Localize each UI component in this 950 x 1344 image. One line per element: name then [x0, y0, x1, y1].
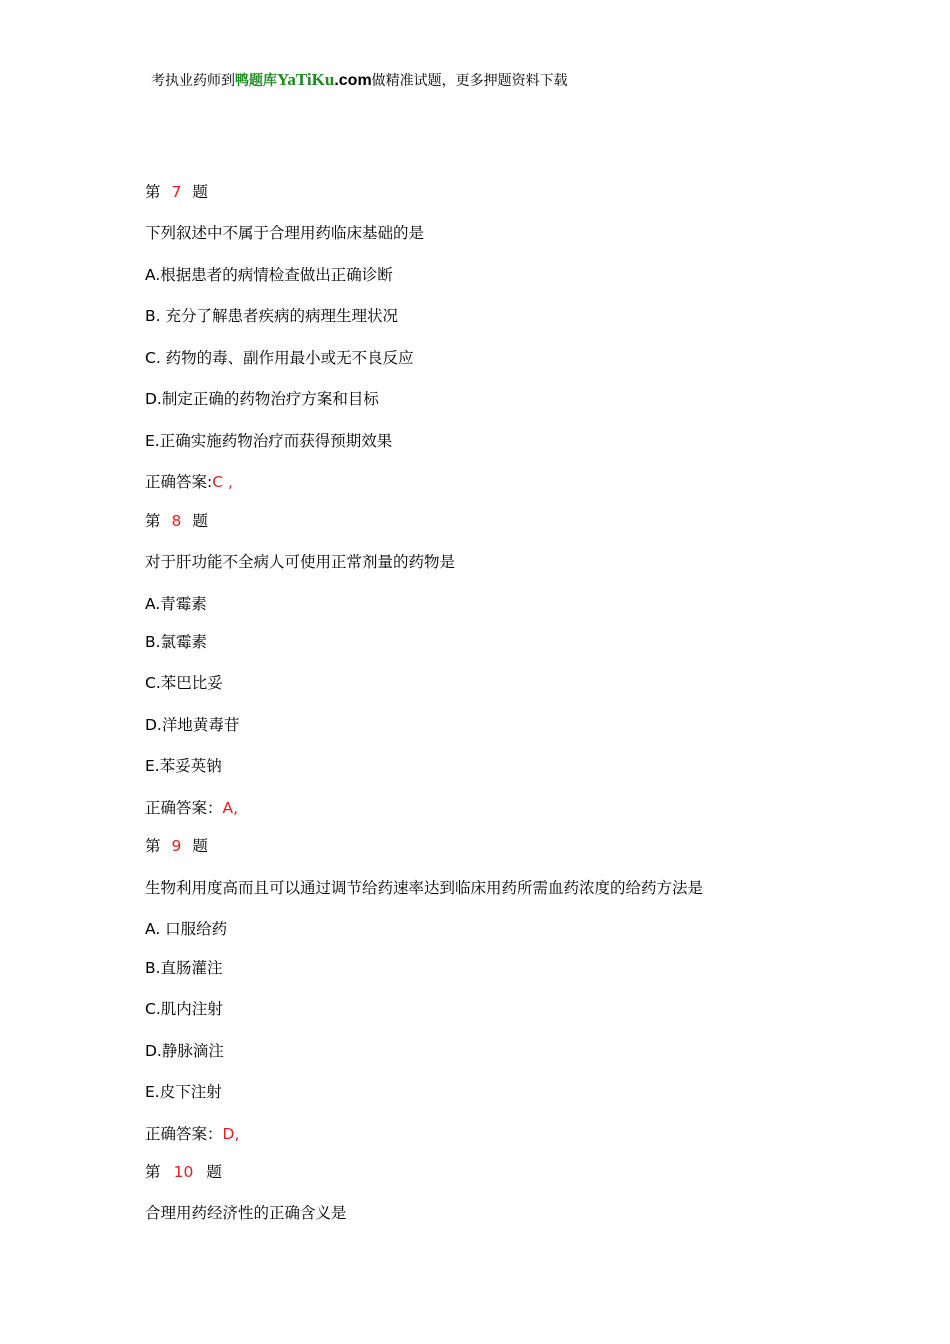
option-d: D.制定正确的药物治疗方案和目标: [145, 390, 379, 408]
brand-name-en[interactable]: YaTiKu: [277, 70, 335, 89]
option-e: E.正确实施药物治疗而获得预期效果: [145, 432, 393, 450]
option-d: D.静脉滴注: [145, 1042, 224, 1060]
question-text: 对于肝功能不全病人可使用正常剂量的药物是: [145, 553, 456, 571]
question-text: 生物利用度高而且可以通过调节给药速率达到临床用药所需血药浓度的给药方法是: [145, 879, 704, 897]
header-suffix: 做精准试题，更多押题资料下载: [371, 73, 568, 89]
question-label: [145, 509, 208, 531]
question-label: [145, 1160, 222, 1182]
question-label-suffix: 题: [206, 1163, 222, 1181]
question-number: 9: [171, 837, 182, 855]
answer-line: [145, 796, 238, 818]
answer-label: 正确答案：: [145, 799, 223, 817]
option-c: C. 药物的毒、副作用最小或无不良反应: [145, 349, 414, 367]
answer-value: C ,: [212, 473, 233, 491]
page-header: [151, 70, 568, 90]
answer-value: A,: [222, 799, 239, 817]
brand-domain[interactable]: .com: [334, 72, 372, 89]
answer-line: [145, 1122, 239, 1144]
option-a: A.根据患者的病情检查做出正确诊断: [145, 266, 393, 284]
option-a: A.青霉素: [145, 595, 207, 613]
option-c: C.肌内注射: [145, 1000, 223, 1018]
option-e: E.皮下注射: [145, 1083, 222, 1101]
question-label-prefix: 第: [145, 512, 161, 530]
question-text: 下列叙述中不属于合理用药临床基础的是: [145, 224, 425, 242]
answer-value: D,: [222, 1125, 240, 1143]
brand-name-cn[interactable]: 鸭题库: [235, 73, 277, 89]
option-b: B.氯霉素: [145, 633, 208, 651]
header-prefix: 考执业药师到: [151, 73, 235, 89]
question-text: 合理用药经济性的正确含义是: [145, 1204, 347, 1222]
question-label-prefix: 第: [145, 1163, 161, 1181]
option-d: D.洋地黄毒苷: [145, 716, 240, 734]
option-a: A. 口服给药: [145, 920, 228, 938]
question-label-prefix: 第: [145, 837, 161, 855]
question-number: 8: [171, 512, 182, 530]
option-b: B.直肠灌注: [145, 959, 223, 977]
question-number: 10: [173, 1163, 194, 1181]
option-c: C.苯巴比妥: [145, 674, 223, 692]
question-label-prefix: 第: [145, 183, 161, 201]
question-number: 7: [171, 183, 182, 201]
option-e: E.苯妥英钠: [145, 757, 222, 775]
question-label: [145, 834, 208, 856]
option-b: B. 充分了解患者疾病的病理生理状况: [145, 307, 398, 325]
question-label: [145, 180, 208, 202]
answer-label: 正确答案：: [145, 1125, 223, 1143]
answer-line: [145, 470, 233, 492]
question-label-suffix: 题: [192, 837, 208, 855]
question-label-suffix: 题: [192, 512, 208, 530]
answer-label: 正确答案:: [145, 473, 213, 491]
question-label-suffix: 题: [192, 183, 208, 201]
